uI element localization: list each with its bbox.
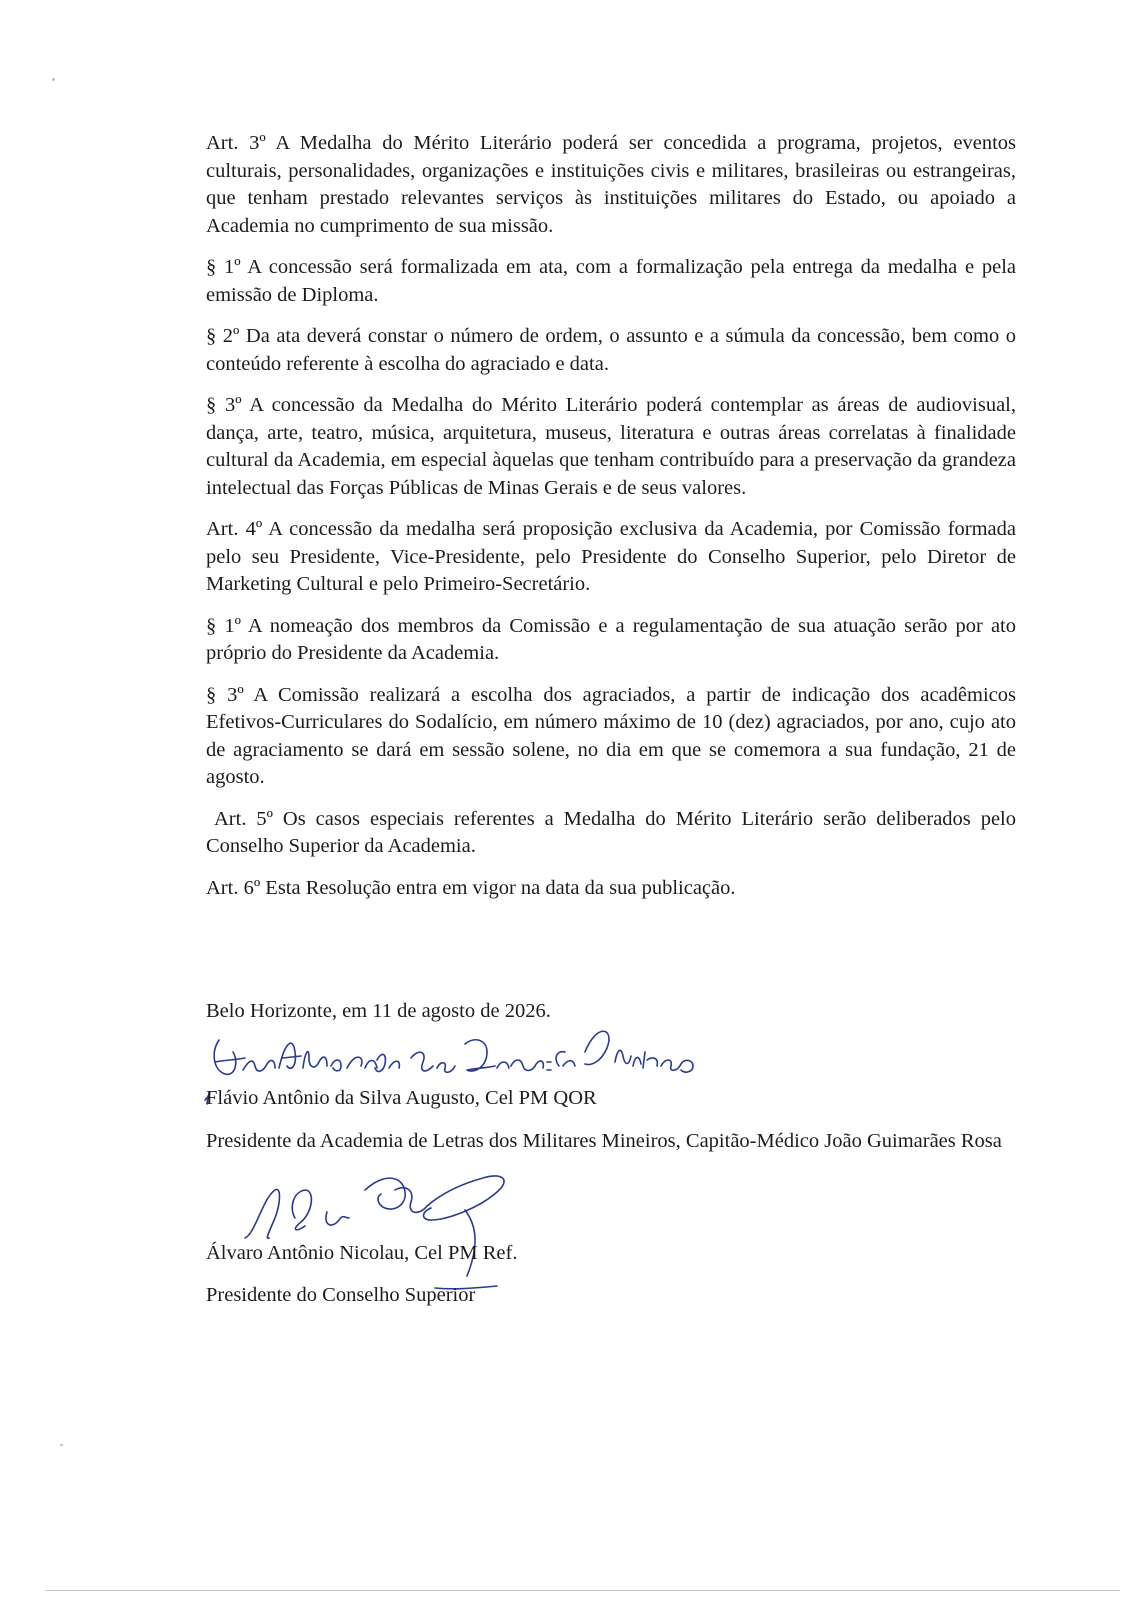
- scan-speck: [52, 78, 55, 81]
- article-3-paragraph-2: § 2º Da ata deverá constar o número de ordem, o assunto e a súmula da concessão, bem como o conteúdo referente à escolha do agraciado e data.: [206, 325, 1016, 375]
- article-5: Art. 5º Os casos especiais referentes a Medalha do Mérito Literário serão deliberados pelo Conselho Superior da Academia.: [206, 807, 1016, 857]
- article-3-paragraph-1: § 1º A concessão será formalizada em ata, com a formalização pela entrega da medalha e pela emissão de Diploma.: [206, 256, 1016, 306]
- article-3-paragraph-3: § 3º A concessão da Medalha do Mérito Literário poderá contemplar as áreas de audiovisual, dança, arte, teatro, música, arquitetura, museus, literatura e outras áreas correlatas à finalidade cultural da Academia, em especial àquelas que tenham contribuído para a preservação da grandeza intelectual das Forças Públicas de Minas Gerais e de seus valores.: [206, 394, 1016, 499]
- article-3: Art. 3º A Medalha do Mérito Literário poderá ser concedida a programa, projetos, eventos culturais, personalidades, organizações e instituições civis e militares, brasileiras ou estrangeiras, que tenham prestado relevantes serviços às instituições militares do Estado, ou apoiado a Academia no cumprimento de sua missão.: [206, 132, 1016, 237]
- document-body: [206, 130, 1016, 916]
- article-4-paragraph-1: § 1º A nomeação dos membros da Comissão e a regulamentação de sua atuação serão por ato próprio do Presidente da Academia.: [206, 614, 1016, 664]
- signatory-2-name: Álvaro Antônio Nicolau, Cel PM Ref.: [206, 1242, 518, 1264]
- signature-alvaro-icon: [235, 1168, 535, 1298]
- place-date: Belo Horizonte, em 11 de agosto de 2026.: [206, 1000, 551, 1022]
- article-4-paragraph-3: § 3º A Comissão realizará a escolha dos agraciados, a partir de indicação dos acadêmicos Efetivos-Curriculares do Sodalício, em número máximo de 10 (dez) agraciados, por ano, cujo ato de agraciamento se dará em sessão solene, no dia em que se comemora a sua fundação, 21 de agosto.: [206, 683, 1016, 788]
- article-4: Art. 4º A concessão da medalha será proposição exclusiva da Academia, por Comissão formada pelo seu Presidente, Vice-Presidente, pelo Presidente do Conselho Superior, pelo Diretor de Marketing Cultural e pelo Primeiro-Secretário.: [206, 518, 1016, 595]
- signatory-2-role: Presidente do Conselho Superior: [206, 1284, 476, 1306]
- scan-speck: [60, 1444, 63, 1446]
- signatory-1-role: Presidente da Academia de Letras dos Militares Mineiros, Capitão-Médico João Guimarães Rosa: [206, 1130, 1002, 1152]
- article-6: Art. 6º Esta Resolução entra em vigor na data da sua publicação.: [206, 876, 736, 899]
- scan-edge-line: [45, 1590, 1120, 1591]
- signatory-1-name: Flávio Antônio da Silva Augusto, Cel PM QOR: [206, 1087, 597, 1109]
